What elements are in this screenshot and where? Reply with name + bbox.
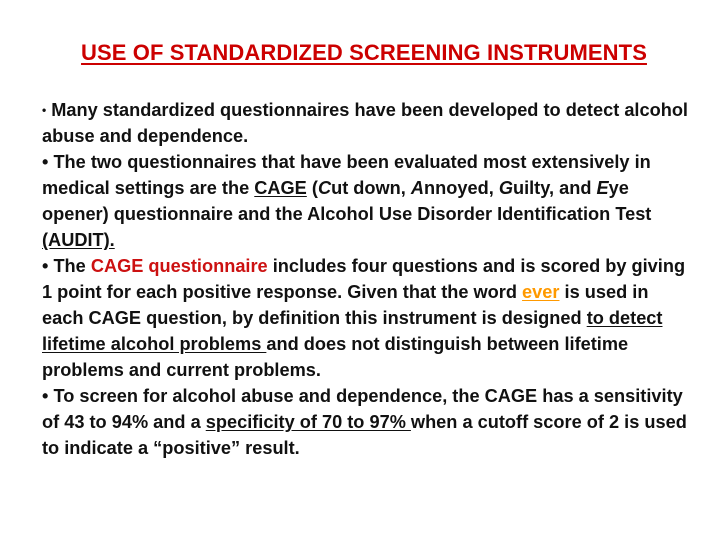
cage-letter-a: A <box>410 178 425 198</box>
cage-word-eye-opener: ye opener) questionnaire and the Alcohol Use Disorder Identification Test <box>42 178 652 224</box>
bullet-marker: • <box>42 152 49 172</box>
bullet-4-text-a: To screen for alcohol abuse and dependence, the CAGE has a sensitivity of 43 to 94% and a <box>42 386 683 432</box>
slide-title: USE OF STANDARDIZED SCREENING INSTRUMENTS <box>81 40 647 65</box>
bullet-4-text-b: when a cutoff score of 2 is used to indicate a “positive” result. <box>42 412 687 458</box>
bullet-3-text-b: includes four questions and is scored by giving 1 point for each positive response. Given that the word <box>42 256 686 302</box>
bullet-2 <box>42 149 692 253</box>
audit-term: (AUDIT). <box>42 230 115 250</box>
bullet-marker: • <box>42 256 49 276</box>
cage-questionnaire-term: CAGE questionnaire <box>90 256 268 276</box>
bullet-marker: • <box>42 103 47 117</box>
specificity-term: specificity of 70 to 97% <box>205 412 411 432</box>
bullet-3-text-c: is used in each CAGE question, by definition this instrument is designed <box>42 282 649 328</box>
cage-word-annoyed: nnoyed, <box>424 178 499 198</box>
cage-letter-e: E <box>596 178 609 198</box>
cage-term: CAGE <box>254 178 307 198</box>
bullet-3-text-a: The <box>53 256 91 276</box>
bullet-1 <box>42 97 692 149</box>
cage-word-cut: ut down, <box>331 178 411 198</box>
bullet-3-text-d: and does not distinguish between lifetime problems and current problems. <box>42 334 629 380</box>
bullet-2-text-a: The two questionnaires that have been evaluated most extensively in medical settings are the <box>42 152 651 198</box>
cage-letter-g: G <box>498 178 513 198</box>
cage-letter-c: C <box>317 178 332 198</box>
lifetime-problems-term: to detect lifetime alcohol problems <box>42 308 663 354</box>
bullet-4 <box>42 383 692 461</box>
bullet-marker: • <box>42 386 49 406</box>
ever-term: ever <box>522 282 560 302</box>
bullet-1-text: Many standardized questionnaires have been developed to detect alcohol abuse and dependence. <box>42 100 688 146</box>
cage-word-guilty: uilty, and <box>512 178 597 198</box>
bullet-2-text-b: ( <box>306 178 318 198</box>
bullet-3 <box>42 253 692 383</box>
slide-body <box>42 97 692 461</box>
